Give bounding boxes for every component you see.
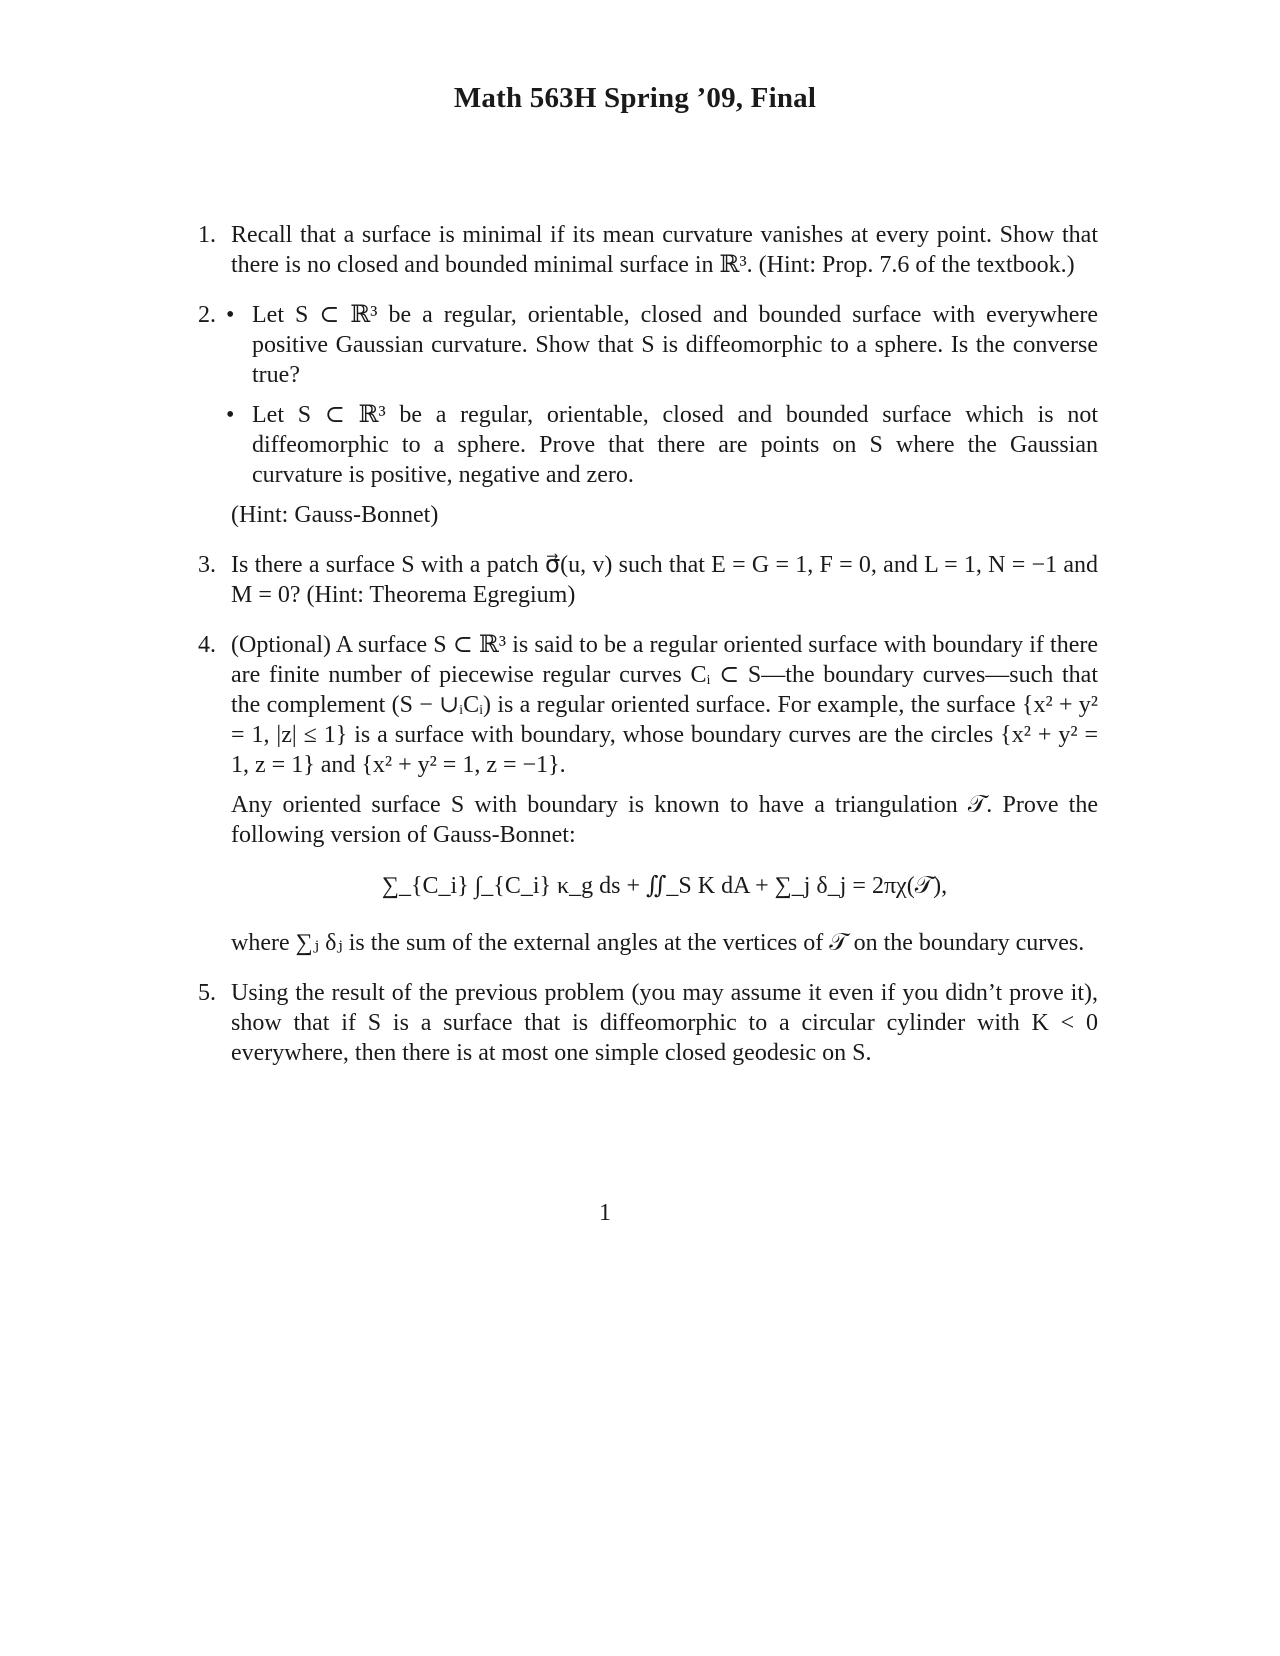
bullet-item xyxy=(198,400,1098,490)
bullet-icon: • xyxy=(226,402,235,428)
problem-5 xyxy=(198,978,1098,1068)
bullet-item xyxy=(198,300,1098,390)
problem-number: 1. xyxy=(198,222,216,248)
problem-paragraph: where ∑ⱼ δⱼ is the sum of the external angles at the vertices of 𝒯 on the boundary curves. xyxy=(231,930,1085,956)
page-title: Math 563H Spring ’09, Final xyxy=(453,82,817,114)
bullet-list xyxy=(198,300,1098,490)
problem-number: 2. xyxy=(198,302,216,328)
page-number: 1 xyxy=(599,1200,611,1226)
problem-text: (Optional) A surface S ⊂ ℝ³ is said to be a regular oriented surface with boundary if there are finite number of piecewise regular curves Cᵢ ⊂ S—the boundary curves—such that the complement (S − ∪ᵢCᵢ) is a regular oriented surface. For example, the surface {x² + y² = 1, |z| ≤ 1} is a surface with boundary, whose boundary curves are the circles {x² + y² = 1, z = 1} and {x² + y² = 1, z = −1}. xyxy=(231,632,1098,778)
bullet-text: Let S ⊂ ℝ³ be a regular, orientable, closed and bounded surface with everywhere positive Gaussian curvature. Show that S is diffeomorphic to a sphere. Is the converse true? xyxy=(252,302,1098,388)
problem-number: 4. xyxy=(198,632,216,658)
problem-3 xyxy=(198,550,1098,610)
gauss-bonnet-formula: ∑_{C_i} ∫_{C_i} κ_g ds + ∬_S K dA + ∑_j δ_j = 2πχ(𝒯), xyxy=(381,873,948,899)
problem-4 xyxy=(198,630,1098,958)
bullet-icon: • xyxy=(226,302,235,328)
problem-text: Using the result of the previous problem (you may assume it even if you didn’t prove it), show that if S is a surface that is diffeomorphic to a circular cylinder with K < 0 everywhere, then there is at most one simple closed geodesic on S. xyxy=(231,980,1098,1066)
problem-2 xyxy=(198,300,1098,530)
problem-text: Is there a surface S with a patch σ⃗(u, v) such that E = G = 1, F = 0, and L = 1, N = −1 and M = 0? (Hint: Theorema Egregium) xyxy=(231,552,1098,608)
problem-list xyxy=(198,220,1098,1088)
problem-text: Recall that a surface is minimal if its mean curvature vanishes at every point. Show that there is no closed and bounded minimal surface in ℝ³. (Hint: Prop. 7.6 of the textbook.) xyxy=(231,222,1098,278)
problem-paragraph: Any oriented surface S with boundary is known to have a triangulation 𝒯. Prove the following version of Gauss-Bonnet: xyxy=(231,792,1098,848)
bullet-text: Let S ⊂ ℝ³ be a regular, orientable, closed and bounded surface which is not diffeomorphic to a sphere. Prove that there are points on S where the Gaussian curvature is positive, negative and zero. xyxy=(252,402,1098,488)
problem-hint: (Hint: Gauss-Bonnet) xyxy=(231,502,439,528)
problem-1 xyxy=(198,220,1098,280)
problem-number: 5. xyxy=(198,980,216,1006)
problem-number: 3. xyxy=(198,552,216,578)
